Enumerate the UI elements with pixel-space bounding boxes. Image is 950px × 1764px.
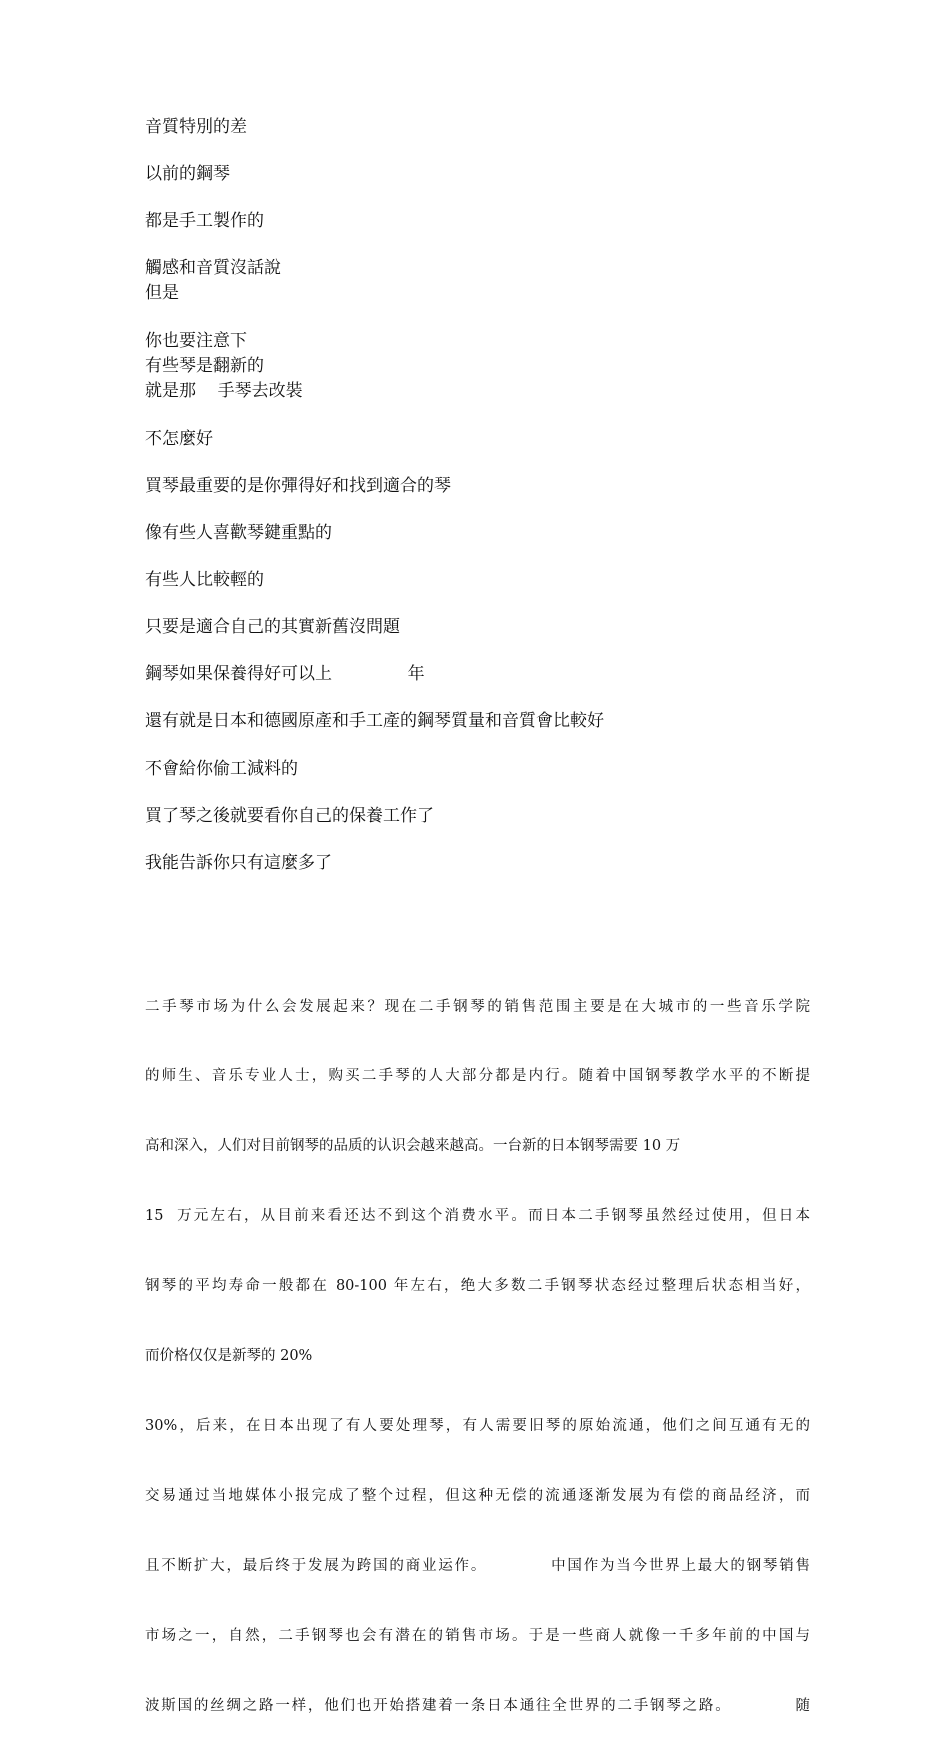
article-paragraph	[145, 949, 810, 1764]
text-line: 音質特別的差	[145, 117, 247, 137]
text-line: 觸感和音質沒話說	[145, 258, 281, 278]
article-line: 波斯国的丝绸之路一样，他们也开始搭建着一条日本通往全世界的二手钢琴之路。 随	[145, 1697, 810, 1714]
article-line: 的师生、音乐专业人士，购买二手琴的人大部分都是内行。随着中国钢琴教学水平的不断提	[145, 1068, 810, 1085]
text-line: 都是手工製作的	[145, 211, 264, 231]
text-line: 你也要注意下	[145, 331, 247, 351]
article-line: 15 万元左右，从目前来看还达不到这个消费水平。而日本二手钢琴虽然经过使用，但日本	[145, 1208, 810, 1225]
article-line: 且不断扩大，最后终于发展为跨国的商业运作。 中国作为当今世界上最大的钢琴销售	[145, 1557, 810, 1574]
text-line: 買了琴之後就要看你自己的保養工作了	[145, 806, 434, 826]
article-line: 30%，后来，在日本出现了有人要处理琴，有人需要旧琴的原始流通，他们之间互通有无的	[145, 1417, 810, 1434]
text-line: 還有就是日本和德國原產和手工產的鋼琴質量和音質會比較好	[145, 711, 604, 731]
text-line: 有些琴是翻新的	[145, 356, 264, 376]
text-line: 但是	[145, 283, 179, 303]
text-line: 以前的鋼琴	[145, 164, 230, 184]
text-line: 像有些人喜歡琴鍵重點的	[145, 523, 332, 543]
article-line: 交易通过当地媒体小报完成了整个过程，但这种无偿的流通逐渐发展为有偿的商品经济，而	[145, 1487, 810, 1504]
text-line: 就是那 手琴去改裝	[145, 381, 303, 401]
text-line: 我能告訴你只有這麼多了	[145, 853, 332, 873]
text-line: 不會給你偷工減料的	[145, 759, 298, 779]
text-line: 不怎麼好	[145, 429, 213, 449]
article-line: 市场之一，自然，二手钢琴也会有潜在的销售市场。于是一些商人就像一千多年前的中国与	[145, 1627, 810, 1644]
article-line: 钢琴的平均寿命一般都在 80-100 年左右，绝大多数二手钢琴状态经过整理后状态相当好，	[145, 1278, 810, 1295]
text-line: 有些人比較輕的	[145, 570, 264, 590]
text-line: 只要是適合自己的其實新舊沒問題	[145, 617, 400, 637]
text-line: 買琴最重要的是你彈得好和找到適合的琴	[145, 476, 451, 496]
article-line: 二手琴市场为什么会发展起来？现在二手钢琴的销售范围主要是在大城市的一些音乐学院	[145, 998, 810, 1015]
article-line: 高和深入，人们对目前钢琴的品质的认识会越来越高。一台新的日本钢琴需要 10 万	[145, 1138, 681, 1155]
article-line: 而价格仅仅是新琴的 20%	[145, 1348, 313, 1365]
text-line: 鋼琴如果保養得好可以上 年	[145, 664, 425, 684]
